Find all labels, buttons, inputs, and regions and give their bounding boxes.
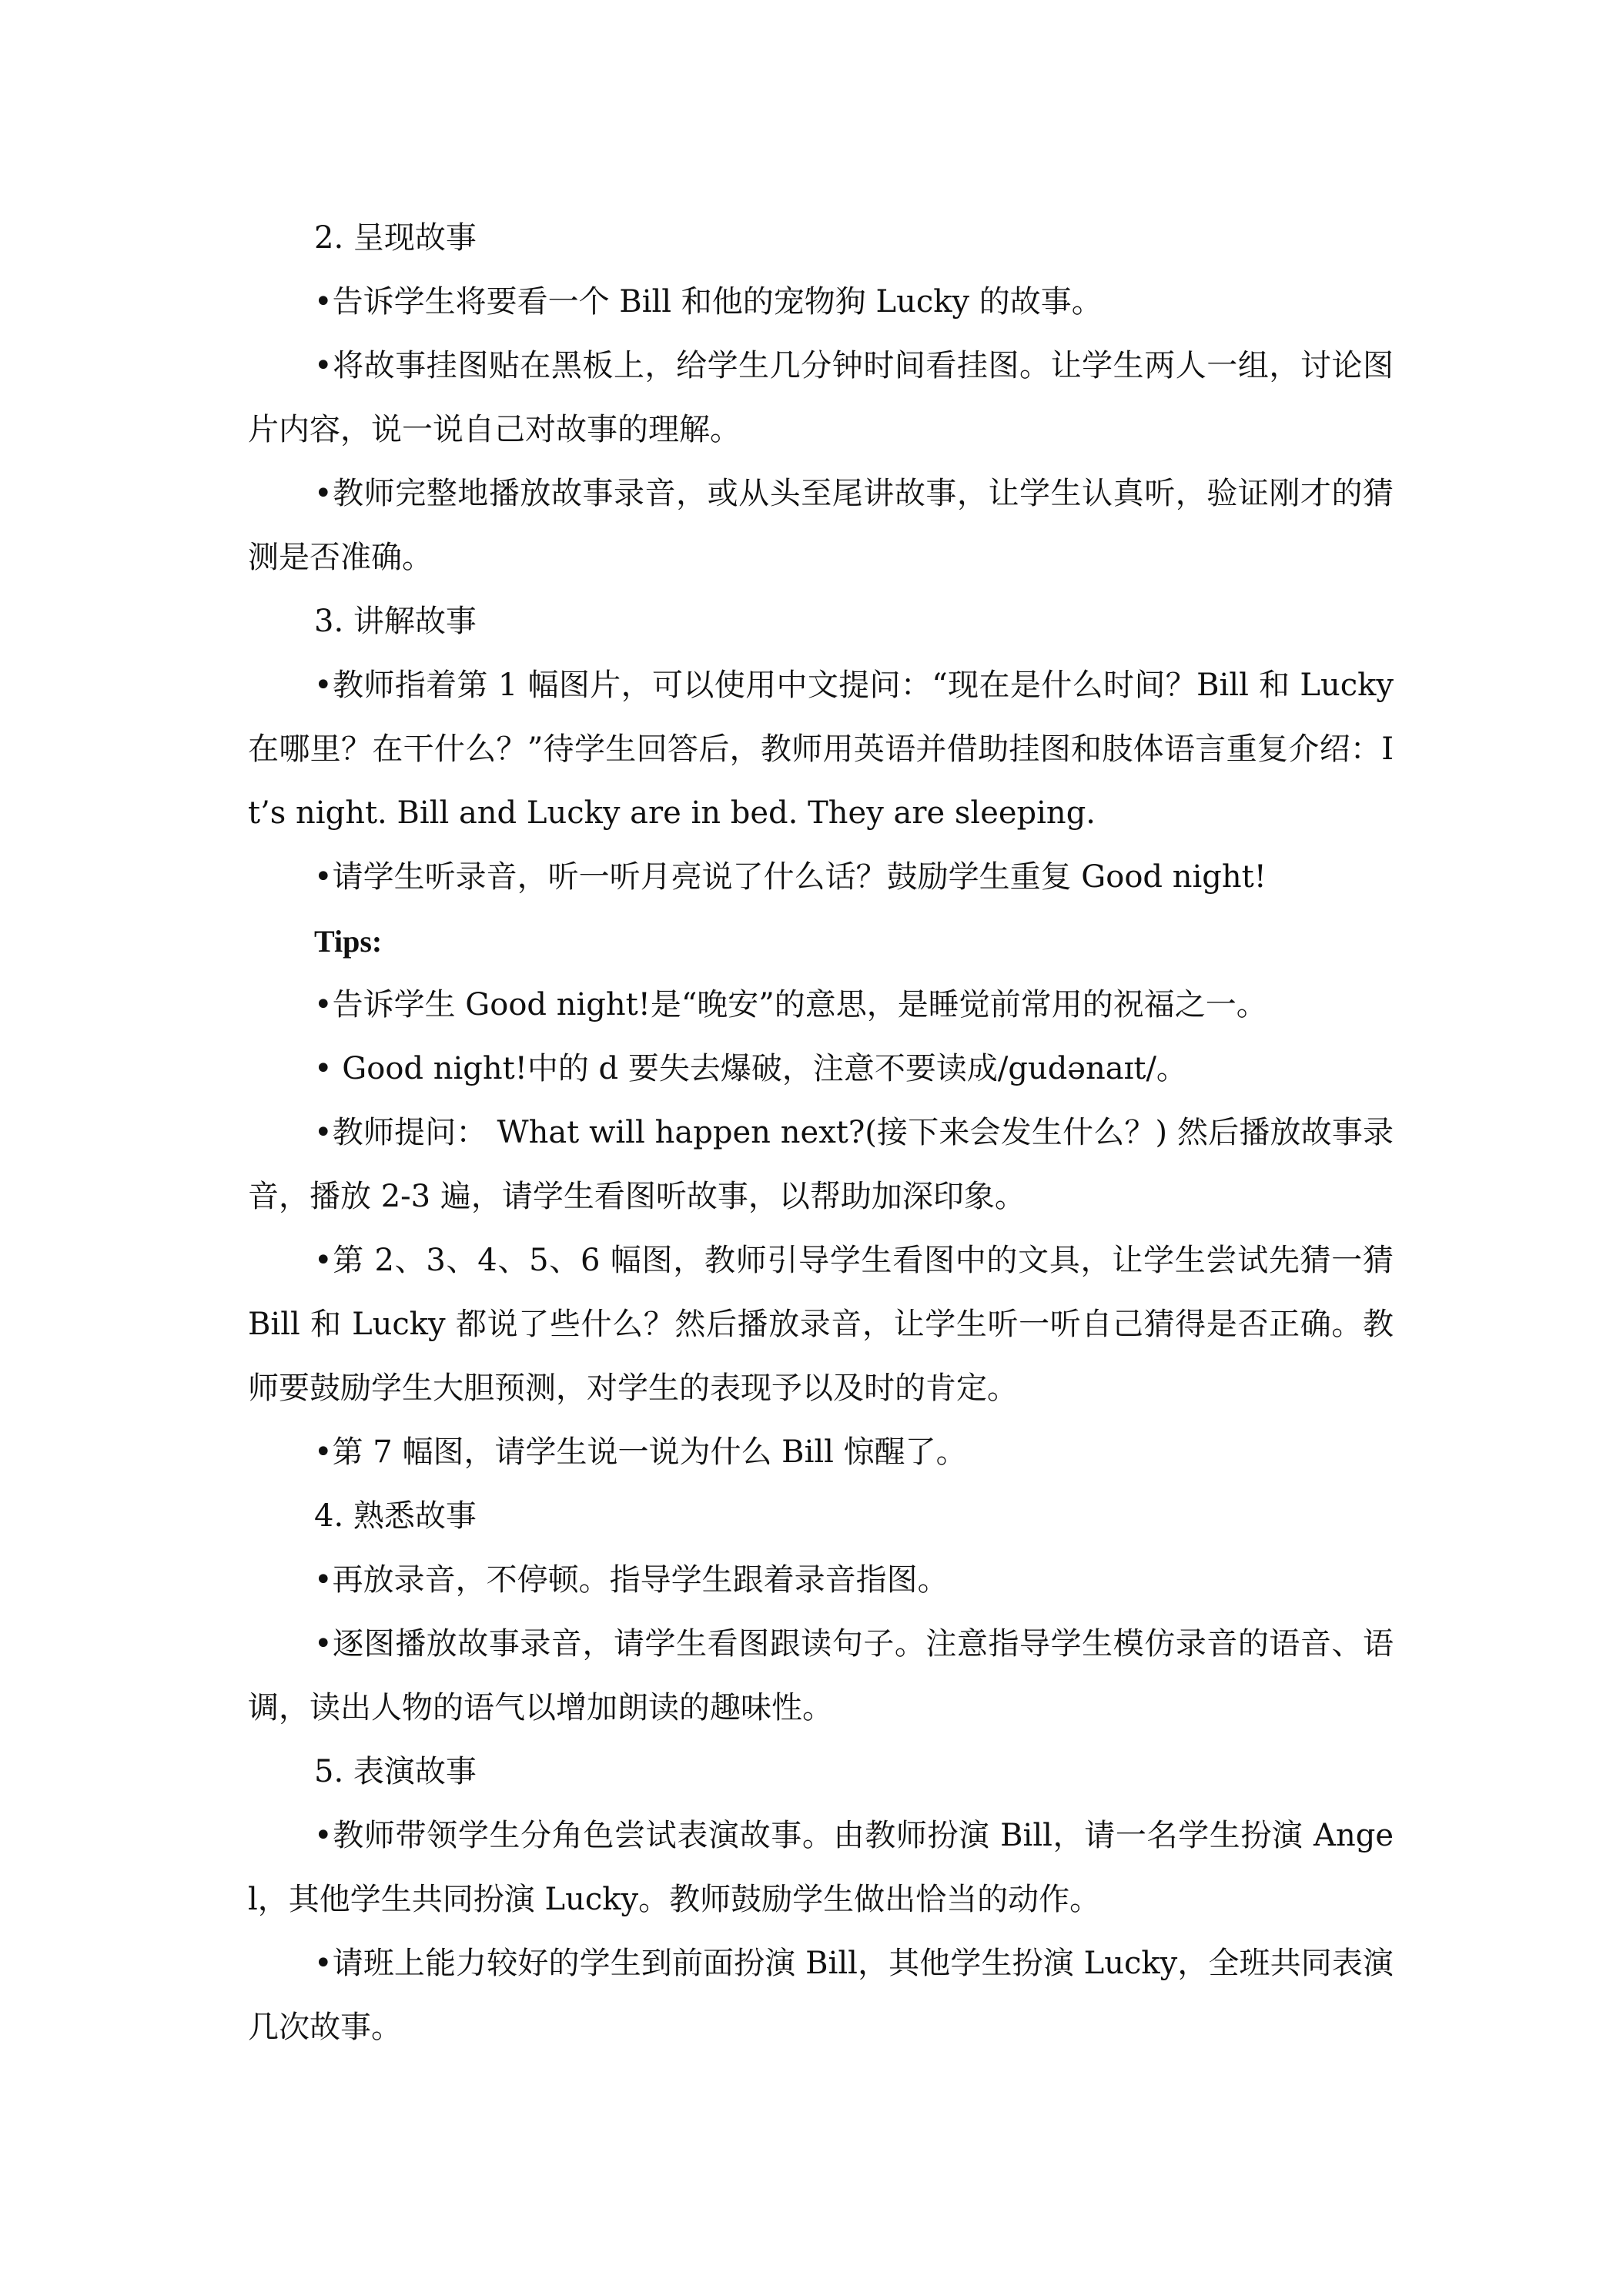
section-heading: 3. 讲解故事 xyxy=(314,604,477,639)
section-heading: 5. 表演故事 xyxy=(314,1754,477,1789)
section-heading: 4. 熟悉故事 xyxy=(314,1498,477,1534)
paragraph: •第 2、3、4、5、6 幅图，教师引导学生看图中的文具，让学生尝试先猜一猜 Bill 和 Lucky 都说了些什么？然后播放录音，让学生听一听自己猜得是否正确。教师要鼓励学生大胆预测，对学生的表现予以及时的肯定。 xyxy=(248,1243,1394,1406)
document-page xyxy=(248,206,1394,2060)
paragraph: •告诉学生将要看一个 Bill 和他的宠物狗 Lucky 的故事。 xyxy=(314,284,1103,320)
paragraph: •将故事挂图贴在黑板上，给学生几分钟时间看挂图。让学生两人一组，讨论图片内容，说一说自己对故事的理解。 xyxy=(248,348,1394,447)
paragraph: •第 7 幅图，请学生说一说为什么 Bill 惊醒了。 xyxy=(314,1434,967,1470)
paragraph: •再放录音，不停顿。指导学生跟着录音指图。 xyxy=(314,1562,949,1598)
section-heading: 2. 呈现故事 xyxy=(314,220,477,256)
tips-label: Tips: xyxy=(314,924,383,959)
paragraph: • Good night!中的 d 要失去爆破，注意不要读成/gudənaɪt/。 xyxy=(314,1051,1187,1086)
paragraph: •告诉学生 Good night!是“晚安”的意思，是睡觉前常用的祝福之一。 xyxy=(314,987,1267,1022)
paragraph: •教师提问： What will happen next?(接下来会发生什么？) 然后播放故事录音，播放 2-3 遍，请学生看图听故事，以帮助加深印象。 xyxy=(248,1115,1394,1214)
paragraph: •教师指着第 1 幅图片，可以使用中文提问：“现在是什么时间？Bill 和 Lucky 在哪里？在干什么？”待学生回答后，教师用英语并借助挂图和肢体语言重复介绍：It’s night. Bill and Lucky are in bed. They are sleeping. xyxy=(248,668,1394,831)
paragraph: •请学生听录音，听一听月亮说了什么话？鼓励学生重复 Good night! xyxy=(314,859,1267,895)
paragraph: •请班上能力较好的学生到前面扮演 Bill，其他学生扮演 Lucky，全班共同表演几次故事。 xyxy=(248,1946,1394,2045)
paragraph: •逐图播放故事录音，请学生看图跟读句子。注意指导学生模仿录音的语音、语调，读出人物的语气以增加朗读的趣味性。 xyxy=(248,1626,1394,1725)
paragraph: •教师完整地播放故事录音，或从头至尾讲故事，让学生认真听，验证刚才的猜测是否准确。 xyxy=(248,476,1394,575)
paragraph: •教师带领学生分角色尝试表演故事。由教师扮演 Bill，请一名学生扮演 Angel，其他学生共同扮演 Lucky。教师鼓励学生做出恰当的动作。 xyxy=(248,1818,1394,1917)
